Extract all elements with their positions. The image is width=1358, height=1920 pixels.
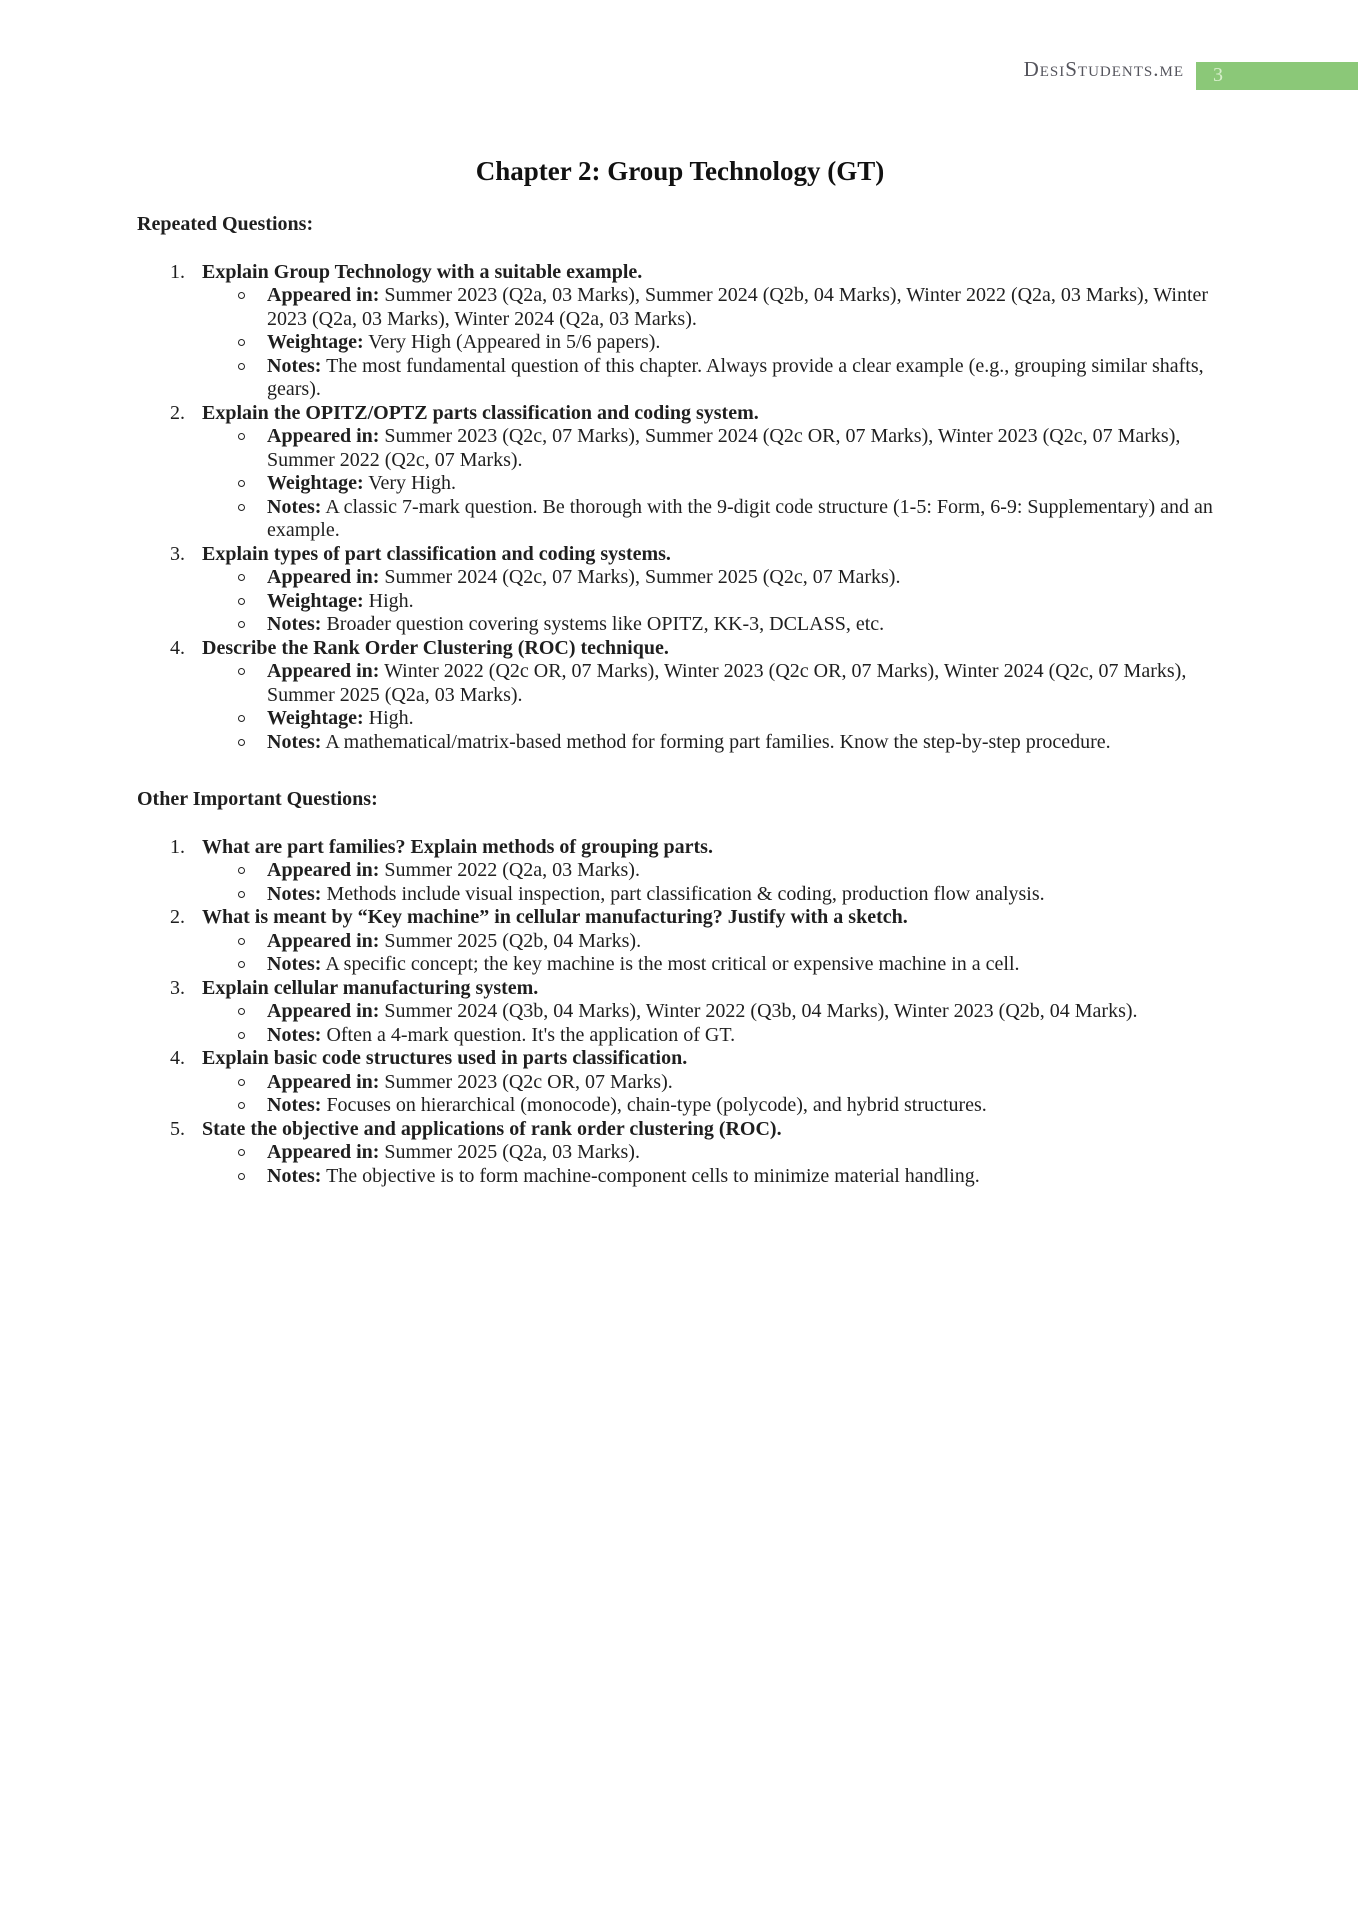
detail-label: Appeared in: <box>267 660 380 682</box>
circle-bullet-icon <box>238 1102 245 1109</box>
question-number: 3. <box>170 976 185 999</box>
circle-bullet-icon <box>238 715 245 722</box>
detail-item <box>202 930 1223 954</box>
detail-value: Focuses on hierarchical (monocode), chain-type (polycode), and hybrid structures. <box>326 1094 987 1116</box>
detail-label: Weightage: <box>267 707 364 729</box>
detail-label: Notes: <box>267 1164 322 1187</box>
detail-item <box>202 1024 1223 1048</box>
detail-item <box>202 566 1223 590</box>
bullet-cell <box>202 883 267 907</box>
detail-label: Notes: <box>267 613 322 635</box>
bullet-cell <box>202 1094 267 1118</box>
detail-label: Weightage: <box>267 472 364 494</box>
question-number: 4. <box>170 1047 185 1069</box>
circle-bullet-icon <box>238 1149 245 1156</box>
section-heading: Other Important Questions: <box>137 788 378 810</box>
question-body <box>202 402 1223 543</box>
detail-text <box>267 496 1223 543</box>
question-body <box>202 637 1223 755</box>
detail-text <box>267 1165 1223 1189</box>
detail-text <box>267 590 1223 614</box>
detail-item <box>202 707 1223 731</box>
detail-value: Summer 2023 (Q2c, 07 Marks), Summer 2024 (Q2c OR, 07 Marks), Winter 2023 (Q2c, 07 Marks), Summer 2022 (Q2c, 07 Marks). <box>267 425 1181 471</box>
detail-value: Summer 2023 (Q2c OR, 07 Marks). <box>384 1070 673 1093</box>
detail-value: Very High (Appeared in 5/6 papers). <box>368 331 661 353</box>
question-title: Explain cellular manufacturing system. <box>202 976 539 999</box>
detail-label: Appeared in: <box>267 1000 380 1022</box>
detail-label: Notes: <box>267 1094 322 1116</box>
circle-bullet-icon <box>238 938 245 945</box>
question-item <box>137 543 1223 637</box>
question-item <box>137 637 1223 755</box>
detail-text <box>267 859 1223 883</box>
detail-value: Summer 2025 (Q2b, 04 Marks). <box>384 929 642 952</box>
detail-label: Notes: <box>267 730 322 753</box>
detail-label: Notes: <box>267 495 322 518</box>
detail-value: Summer 2024 (Q2c, 07 Marks), Summer 2025 (Q2c, 07 Marks). <box>384 566 901 588</box>
question-item <box>137 836 1223 907</box>
detail-text <box>267 472 1223 496</box>
bullet-cell <box>202 660 267 684</box>
detail-text <box>267 1094 1223 1118</box>
detail-text <box>267 1024 1223 1048</box>
circle-bullet-icon <box>238 668 245 675</box>
bullet-cell <box>202 284 267 308</box>
detail-label: Notes: <box>267 882 322 905</box>
bullet-cell <box>202 1071 267 1095</box>
bullet-cell <box>202 472 267 496</box>
detail-value: Summer 2022 (Q2a, 03 Marks). <box>384 859 640 881</box>
bullet-cell <box>202 613 267 637</box>
question-number: 2. <box>170 401 185 424</box>
detail-text <box>267 355 1223 402</box>
bullet-cell <box>202 930 267 954</box>
circle-bullet-icon <box>238 574 245 581</box>
question-number: 1. <box>170 260 185 283</box>
bullet-cell <box>202 1141 267 1165</box>
detail-text <box>267 284 1223 331</box>
detail-item <box>202 1000 1223 1024</box>
circle-bullet-icon <box>238 1008 245 1015</box>
detail-value: Methods include visual inspection, part classification & coding, production flow analysis. <box>326 882 1045 905</box>
detail-item <box>202 883 1223 907</box>
circle-bullet-icon <box>238 339 245 346</box>
detail-label: Appeared in: <box>267 566 380 588</box>
detail-text <box>267 953 1223 977</box>
question-title: Explain types of part classification and coding systems. <box>202 542 671 565</box>
question-number: 2. <box>170 906 185 928</box>
question-body <box>202 1118 1223 1189</box>
circle-bullet-icon <box>238 504 245 511</box>
detail-label: Appeared in: <box>267 425 380 447</box>
question-body <box>202 977 1223 1048</box>
detail-text <box>267 1141 1223 1165</box>
detail-text <box>267 660 1223 707</box>
detail-label: Appeared in: <box>267 1141 380 1163</box>
detail-item <box>202 590 1223 614</box>
detail-value: Very High. <box>368 472 457 494</box>
question-number: 3. <box>170 542 185 565</box>
question-body <box>202 543 1223 637</box>
bullet-cell <box>202 731 267 755</box>
question-title: Describe the Rank Order Clustering (ROC) technique. <box>202 636 669 659</box>
detail-item <box>202 472 1223 496</box>
detail-item <box>202 859 1223 883</box>
question-title: Explain Group Technology with a suitable example. <box>202 260 643 283</box>
question-title: State the objective and applications of rank order clustering (ROC). <box>202 1117 782 1140</box>
detail-label: Weightage: <box>267 331 364 353</box>
detail-item <box>202 496 1223 543</box>
detail-label: Weightage: <box>267 589 364 612</box>
question-item <box>137 402 1223 543</box>
bullet-cell <box>202 1024 267 1048</box>
detail-label: Notes: <box>267 1023 322 1046</box>
bullet-cell <box>202 590 267 614</box>
detail-text <box>267 707 1223 731</box>
bullet-cell <box>202 1000 267 1024</box>
question-item <box>137 906 1223 977</box>
page-number: 3 <box>1213 64 1223 86</box>
circle-bullet-icon <box>238 961 245 968</box>
detail-value: A specific concept; the key machine is the most critical or expensive machine in a cell. <box>325 953 1020 975</box>
detail-value: High. <box>368 707 414 729</box>
circle-bullet-icon <box>238 1173 245 1180</box>
question-title: What is meant by “Key machine” in cellular manufacturing? Justify with a sketch. <box>202 906 908 928</box>
question-list <box>137 261 1223 755</box>
detail-item <box>202 1141 1223 1165</box>
detail-value: Summer 2023 (Q2a, 03 Marks), Summer 2024 (Q2b, 04 Marks), Winter 2022 (Q2a, 03 Marks), Winter 2023 (Q2a, 03 Marks), Winter 2024 (Q2a, 03 Marks). <box>267 284 1209 330</box>
question-body <box>202 261 1223 402</box>
question-title: Explain basic code structures used in parts classification. <box>202 1047 688 1069</box>
bullet-cell <box>202 953 267 977</box>
detail-item <box>202 331 1223 355</box>
detail-value: A mathematical/matrix-based method for forming part families. Know the step-by-step procedure. <box>325 730 1111 753</box>
circle-bullet-icon <box>238 891 245 898</box>
bullet-cell <box>202 566 267 590</box>
detail-item <box>202 613 1223 637</box>
bullet-cell <box>202 355 267 379</box>
detail-item <box>202 660 1223 707</box>
detail-value: The objective is to form machine-component cells to minimize material handling. <box>326 1164 980 1187</box>
detail-item <box>202 731 1223 755</box>
question-title: Explain the OPITZ/OPTZ parts classification and coding system. <box>202 401 759 424</box>
site-name: DesiStudents.me <box>1023 57 1184 81</box>
bullet-cell <box>202 707 267 731</box>
detail-text <box>267 930 1223 954</box>
bullet-cell <box>202 425 267 449</box>
detail-text <box>267 1000 1223 1024</box>
detail-value: Winter 2022 (Q2c OR, 07 Marks), Winter 2023 (Q2c OR, 07 Marks), Winter 2024 (Q2c, 07 Marks), Summer 2025 (Q2a, 03 Marks). <box>267 660 1187 706</box>
detail-item <box>202 1071 1223 1095</box>
detail-value: A classic 7-mark question. Be thorough with the 9-digit code structure (1-5: Form, 6-9: Supplementary) and an example. <box>267 495 1213 541</box>
circle-bullet-icon <box>238 867 245 874</box>
question-number: 4. <box>170 636 185 659</box>
question-number: 1. <box>170 835 185 858</box>
bullet-cell <box>202 496 267 520</box>
detail-item <box>202 953 1223 977</box>
detail-item <box>202 1165 1223 1189</box>
detail-label: Notes: <box>267 354 322 377</box>
detail-label: Appeared in: <box>267 284 380 306</box>
detail-value: Often a 4-mark question. It's the application of GT. <box>326 1023 736 1046</box>
bullet-cell <box>202 1165 267 1189</box>
detail-item <box>202 1094 1223 1118</box>
detail-value: High. <box>368 589 414 612</box>
document-title: Chapter 2: Group Technology (GT) <box>475 156 885 186</box>
question-item <box>137 977 1223 1048</box>
circle-bullet-icon <box>238 598 245 605</box>
detail-item <box>202 355 1223 402</box>
detail-item <box>202 425 1223 472</box>
page-number-badge <box>1196 62 1358 90</box>
detail-text <box>267 331 1223 355</box>
bullet-cell <box>202 859 267 883</box>
detail-value: Broader question covering systems like OPITZ, KK-3, DCLASS, etc. <box>326 613 885 635</box>
question-number: 5. <box>170 1117 185 1140</box>
question-body <box>202 836 1223 907</box>
question-item <box>137 1047 1223 1118</box>
detail-label: Appeared in: <box>267 859 380 881</box>
question-title: What are part families? Explain methods of grouping parts. <box>202 835 713 858</box>
circle-bullet-icon <box>238 739 245 746</box>
detail-text <box>267 1071 1223 1095</box>
detail-value: Summer 2025 (Q2a, 03 Marks). <box>384 1141 640 1163</box>
question-body <box>202 906 1223 977</box>
detail-text <box>267 425 1223 472</box>
detail-text <box>267 566 1223 590</box>
question-item <box>137 261 1223 402</box>
circle-bullet-icon <box>238 1032 245 1039</box>
circle-bullet-icon <box>238 480 245 487</box>
bullet-cell <box>202 331 267 355</box>
document-body <box>137 213 1223 1188</box>
detail-text <box>267 731 1223 755</box>
document-content <box>137 156 1223 1188</box>
circle-bullet-icon <box>238 292 245 299</box>
question-body <box>202 1047 1223 1118</box>
detail-label: Notes: <box>267 953 322 975</box>
question-item <box>137 1118 1223 1189</box>
circle-bullet-icon <box>238 363 245 370</box>
detail-label: Appeared in: <box>267 929 380 952</box>
detail-item <box>202 284 1223 331</box>
circle-bullet-icon <box>238 621 245 628</box>
detail-value: Summer 2024 (Q3b, 04 Marks), Winter 2022 (Q3b, 04 Marks), Winter 2023 (Q2b, 04 Marks). <box>384 1000 1138 1022</box>
circle-bullet-icon <box>238 1079 245 1086</box>
detail-text <box>267 613 1223 637</box>
detail-label: Appeared in: <box>267 1070 380 1093</box>
section-heading: Repeated Questions: <box>137 213 314 235</box>
detail-text <box>267 883 1223 907</box>
circle-bullet-icon <box>238 433 245 440</box>
detail-value: The most fundamental question of this chapter. Always provide a clear example (e.g., grouping similar shafts, gears). <box>267 354 1204 400</box>
question-list <box>137 836 1223 1189</box>
